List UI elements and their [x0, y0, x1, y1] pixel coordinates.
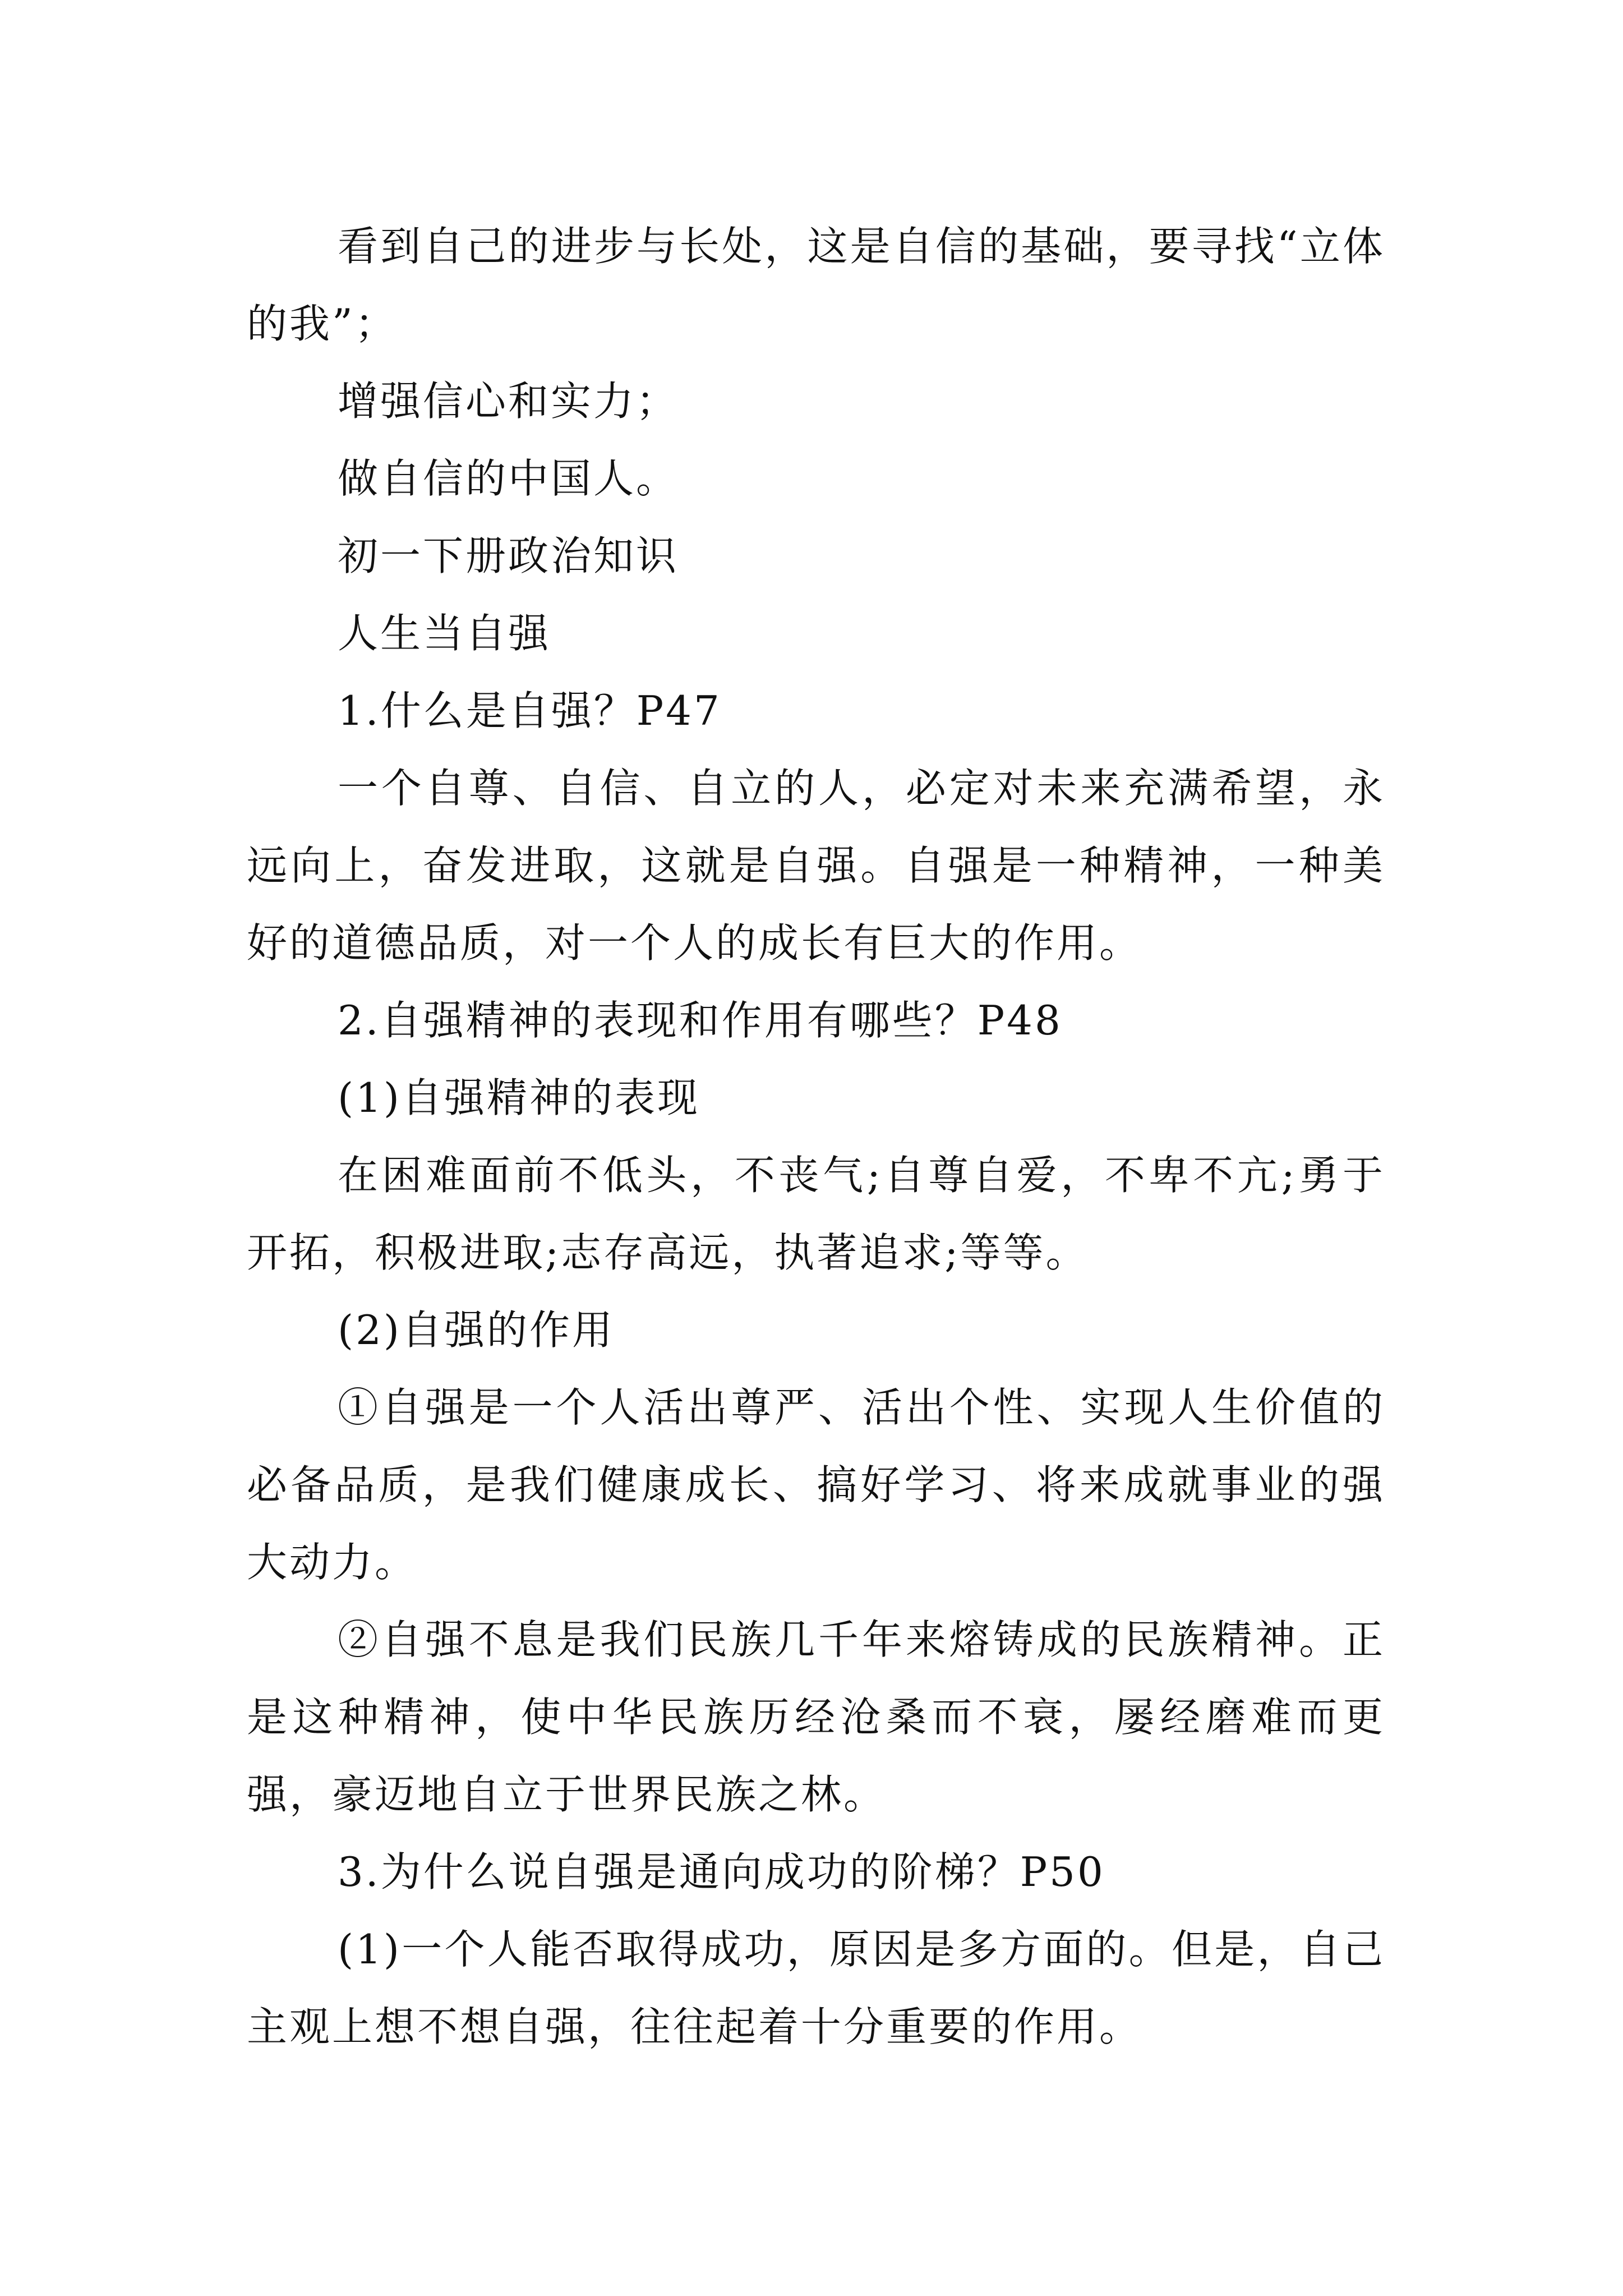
paragraph: 一个自尊、自信、自立的人，必定对未来充满希望，永远向上，奋发进取，这就是自强。自强是一种精神，一种美好的道德品质，对一个人的成长有巨大的作用。	[247, 765, 1385, 967]
paragraph: ①自强是一个人活出尊严、活出个性、实现人生价值的必备品质，是我们健康成长、搞好学习、将来成就事业的强大动力。	[247, 1384, 1385, 1586]
paragraph: 增强信心和实力；	[338, 378, 679, 425]
paragraph: 在困难面前不低头，不丧气;自尊自爱，不卑不亢;勇于开拓，积极进取;志存高远，执著追求;等等。	[247, 1152, 1385, 1276]
paragraph: 看到自己的进步与长处，这是自信的基础，要寻找“立体的我”；	[247, 223, 1385, 347]
paragraph: (1)一个人能否取得成功，原因是多方面的。但是，自己主观上想不想自强，往往起着十分重要的作用。	[247, 1926, 1385, 2050]
section-heading: 人生当自强	[338, 610, 551, 657]
sub-heading: (1)自强精神的表现	[338, 1074, 700, 1121]
paragraph: ②自强不息是我们民族几千年来熔铸成的民族精神。正是这种精神，使中华民族历经沧桑而不衰，屡经磨难而更强，豪迈地自立于世界民族之林。	[247, 1616, 1385, 1818]
paragraph: 做自信的中国人。	[338, 455, 679, 502]
question-heading: 1.什么是自强？P47	[338, 687, 722, 734]
question-heading: 2.自强精神的表现和作用有哪些？P48	[338, 997, 1063, 1044]
question-heading: 3.为什么说自强是通向成功的阶梯？P50	[338, 1848, 1105, 1895]
sub-heading: (2)自强的作用	[338, 1306, 615, 1354]
section-heading: 初一下册政治知识	[338, 532, 679, 579]
document-body	[247, 208, 1385, 2065]
